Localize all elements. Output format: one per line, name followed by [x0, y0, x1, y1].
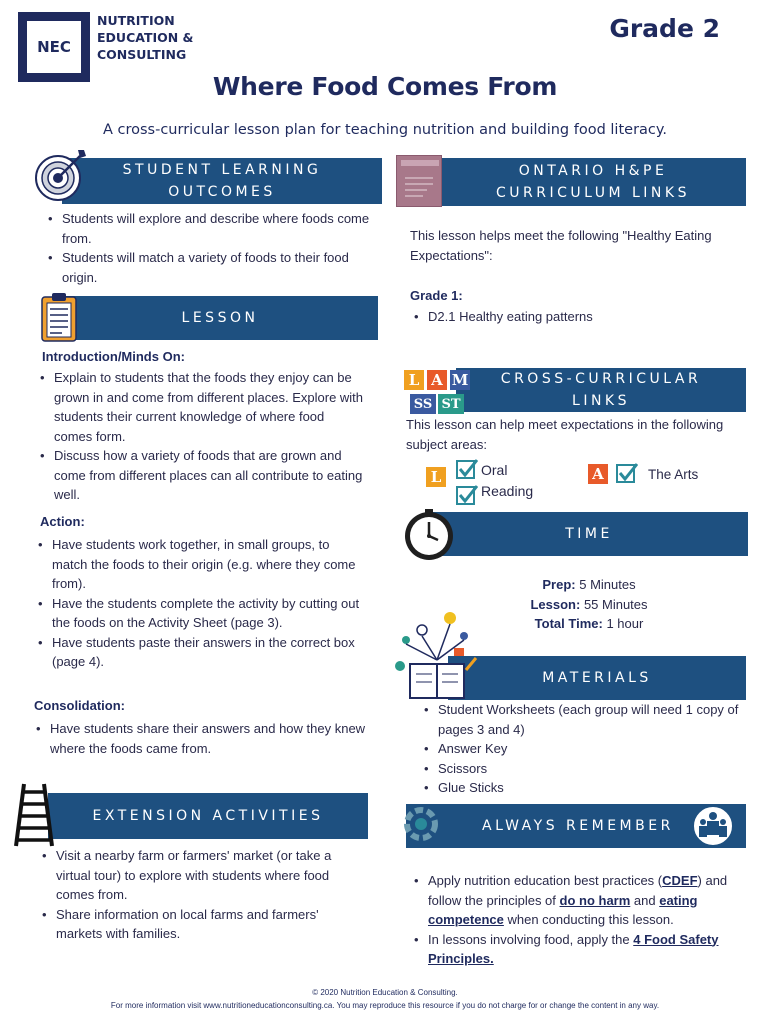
list-item: • In lessons involving food, apply the 4 Food Safety Principles.	[414, 930, 746, 969]
total-time-label: Total Time:	[534, 616, 603, 631]
extension-list	[42, 846, 367, 944]
cross-heading-2: LINKS	[572, 393, 630, 409]
time-banner	[430, 512, 748, 556]
logo-line-1: NUTRITION	[97, 13, 175, 28]
list-item: • Glue Sticks	[424, 778, 749, 798]
logo-line-3: CONSULTING	[97, 47, 187, 62]
lesson-banner	[62, 296, 378, 340]
consolidation-list	[36, 719, 366, 758]
prep-value: 5 Minutes	[579, 577, 636, 592]
target-icon	[34, 146, 90, 202]
cross-intro: This lesson can help meet expectations in the following subject areas:	[406, 417, 724, 452]
do-no-harm-link[interactable]: do no harm	[559, 892, 631, 908]
language-badge-icon: L	[426, 467, 446, 487]
list-item: • Explain to students that the foods they enjoy can be grown in and come from different places. Explore with students their current knowledge of where food comes form.	[40, 368, 365, 446]
cross-heading-1: CROSS-CURRICULAR	[500, 371, 702, 387]
letter-l-icon: L	[404, 370, 424, 390]
consolidation-label: Consolidation:	[34, 698, 125, 713]
lesson-time-value: 55 Minutes	[583, 596, 648, 612]
list-item: • Have students share their answers and how they knew where the foods came from.	[36, 719, 366, 758]
list-item: • Share information on local farms and farmers' markets with families.	[42, 905, 367, 944]
ontario-heading-2: CURRICULUM LINKS	[496, 185, 690, 201]
list-item: • Student Worksheets (each group will need 1 copy of pages 3 and 4)	[424, 700, 749, 739]
hands-circle-icon	[398, 801, 444, 847]
logo-line-2: EDUCATION &	[97, 30, 194, 45]
ontario-heading-1: ONTARIO H&PE	[518, 163, 668, 179]
action-list	[38, 535, 363, 672]
grade-label: Grade 2	[609, 14, 720, 43]
arts-badge-icon: A	[588, 464, 608, 484]
subject-reading: Reading	[481, 483, 534, 499]
family-icon	[692, 805, 734, 847]
clipboard-icon	[40, 291, 78, 343]
checkbox-checked-icon	[456, 458, 478, 480]
lesson-time-label: Lesson:	[530, 596, 581, 612]
page-title: Where Food Comes From	[212, 72, 558, 101]
outcomes-heading-1: STUDENT LEARNING	[122, 162, 322, 178]
intro-list	[40, 368, 365, 505]
list-item: • Discuss how a variety of foods that are grown and come from different places can all contribute to eating well.	[40, 446, 365, 505]
list-item: • Have students work together, in small groups, to match the foods to their origin (e.g. where they come from).	[38, 535, 363, 594]
list-item: • Answer Key	[424, 739, 749, 759]
checkbox-checked-icon	[456, 484, 478, 506]
time-heading: TIME	[565, 526, 613, 542]
ontario-banner	[440, 158, 746, 206]
letter-a-icon: A	[427, 370, 447, 390]
total-time-value: 1 hour	[606, 616, 644, 631]
food-safety-link[interactable]: 4 Food Safety Principles.	[428, 931, 719, 966]
letter-st-icon: ST	[438, 394, 464, 414]
ontario-grade-label: Grade 1:	[410, 288, 463, 303]
eating-competence-link[interactable]: eating competence	[428, 892, 698, 927]
page-subtitle: A cross-curricular lesson plan for teaching nutrition and building food literacy.	[102, 122, 668, 138]
materials-list	[424, 700, 749, 798]
ladder-icon	[12, 782, 56, 848]
checkbox-checked-icon	[616, 462, 638, 484]
materials-heading: MATERIALS	[542, 670, 652, 686]
materials-banner	[448, 656, 746, 700]
lesson-heading: LESSON	[181, 310, 259, 326]
prep-label: Prep:	[542, 577, 576, 592]
list-item: • Visit a nearby farm or farmers' market (or take a virtual tour) to explore with students where food comes from.	[42, 846, 367, 905]
list-item: • Have students paste their answers in the correct box (page 4).	[38, 633, 363, 672]
letter-ss-icon: SS	[410, 394, 436, 414]
list-item: • Students will match a variety of foods to their food origin.	[48, 248, 378, 287]
subject-oral: Oral	[481, 462, 508, 478]
logo-wordmark	[97, 12, 237, 63]
remember-list	[414, 871, 746, 969]
ontario-intro: This lesson helps meet the following "Healthy Eating Expectations":	[410, 228, 712, 263]
list-item: • Students will explore and describe where foods come from.	[48, 209, 378, 248]
list-item: • D2.1 Healthy eating patterns	[414, 307, 744, 327]
book-supplies-icon	[392, 610, 478, 702]
logo-abbr: NEC	[37, 38, 71, 56]
intro-label: Introduction/Minds On:	[42, 349, 185, 364]
outcomes-heading-2: OUTCOMES	[168, 184, 276, 200]
curriculum-document-icon	[396, 155, 442, 207]
prep-row	[430, 575, 748, 595]
remember-heading: ALWAYS REMEMBER	[482, 818, 674, 834]
subject-arts: The Arts	[648, 467, 699, 482]
ontario-list	[414, 307, 744, 327]
action-label: Action:	[40, 514, 85, 529]
list-item: • Have the students complete the activity by cutting out the foods on the Activity Sheet (page 3).	[38, 594, 363, 633]
letter-m-icon: M	[451, 371, 469, 389]
cross-banner	[456, 368, 746, 412]
clock-icon	[402, 508, 456, 562]
cdef-link[interactable]: CDEF	[662, 873, 698, 888]
footer-copyright: © 2020 Nutrition Education & Consulting.	[312, 988, 458, 997]
outcomes-banner	[62, 158, 382, 204]
extension-heading: EXTENSION ACTIVITIES	[92, 808, 324, 824]
list-item: • Scissors	[424, 759, 749, 779]
list-item: • Apply nutrition education best practices (CDEF) and follow the principles of do no harm and eating competence when conducting this lesson.	[414, 871, 746, 930]
subject-letters-icon	[404, 370, 474, 416]
outcomes-list	[48, 209, 378, 287]
footer-note: For more information visit www.nutritioneducationconsulting.ca. You may reproduce this resource if you do not charge for or change the content in any way.	[110, 1001, 660, 1010]
extension-banner	[48, 793, 368, 839]
